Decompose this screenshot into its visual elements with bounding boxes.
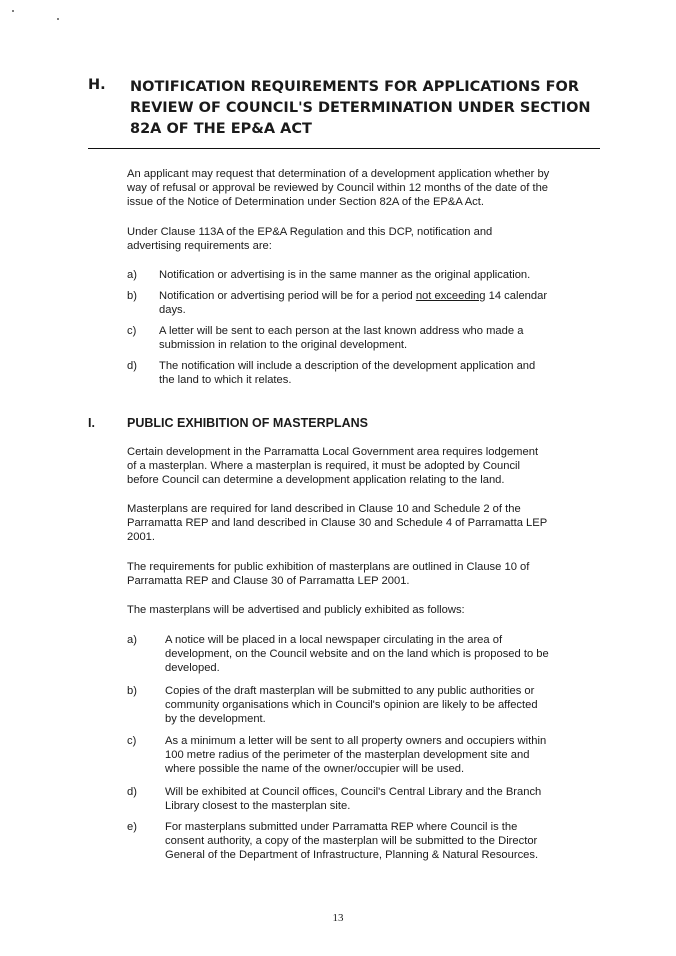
section-h-paragraph-1: An applicant may request that determination of a development application whether by way of refusal or approval be reviewed by Council within 12 months of the date of the issue of the Notice of Determination under Section 82A of the EP&A Act. (127, 168, 550, 208)
section-i-letter: I. (88, 416, 95, 430)
section-h-title: NOTIFICATION REQUIREMENTS FOR APPLICATIONS FOR REVIEW OF COUNCIL'S DETERMINATION UNDER SECTION 82A OF THE EP&A ACT (130, 79, 591, 137)
underlined-text: not exceeding (415, 290, 486, 302)
section-h-paragraph-2: Under Clause 113A of the EP&A Regulation and this DCP, notification and advertising requirements are: (127, 226, 493, 252)
section-i-paragraph-3: The requirements for public exhibition of masterplans are outlined in Clause 10 of Parramatta REP and Clause 30 of Parramatta LEP 2001. (127, 561, 530, 587)
section-i-paragraph-4: The masterplans will be advertised and publicly exhibited as follows: (127, 604, 465, 616)
page-number: 13 (332, 912, 344, 924)
section-h-letter: H. (88, 77, 106, 93)
section-i-paragraph-1: Certain development in the Parramatta Local Government area requires lodgement of a masterplan. Where a masterplan is required, it must be adopted by Council before Council can determine a development application relating to the land. (127, 446, 539, 486)
document-page: H. NOTIFICATION REQUIREMENTS FOR APPLICATIONS FOR REVIEW OF COUNCIL'S DETERMINATION UNDER SECTION 82A OF THE EP&A ACT An applicant may request that determination of a development application whether by way of refusal or approval be reviewed by Council within 12 months of the date of the issue of the Notice of Determination under Section 82A of the EP&A Act. Under Clause 113A of the EP&A Regulation and this DCP, notification and advertising requirements are: a) Notification or advertising is in the same manner as the original application. b) Notification or advertising period will be for a period not exceeding 14 calendar days. c) A letter will be sent to each person at the last known address who made a submission in relation to the original development. d) The notification will include a description of the development application and the land to which it relates. I. PUBLIC EXHIBITION OF MASTERPLANS Certain development in the Parramatta Local Government area requires lodgement of a masterplan. Where a masterplan is required, it must be adopted by Council before Council can determine a development application relating to the land. Masterplans are required for land described in Clause 10 and Schedule 2 of the Parramatta REP and land described in Clause 30 and Schedule 4 of Parramatta LEP 2001. The requirements for public exhibition of masterplans are outlined in Clause 10 of Parramatta REP and Clause 30 of Parramatta LEP 2001. The masterplans will be advertised and publicly exhibited as follows: a) A notice will be placed in a local newspaper circulating in the area of development, on the Council website and on the land which is proposed to be developed. b) Copies of the draft masterplan will be submitted to any public authorities or community organisations which in Council's opinion are likely to be affected by the development. c) As a minimum a letter will be sent to all property owners and occupiers within 100 metre radius of the perimeter of the masterplan development site and where possible the name of the owner/occupier will be used. d) Will be exhibited at Council offices, Council's Central Library and the Branch Library closest to the masterplan site. e) For masterplans submitted under Parramatta REP where Council is the consent authority, a copy of the masterplan will be submitted to the Director General of the Department of Infrastructure, Planning & Natural Resources. 13 (0, 0, 676, 956)
scan-speck (12, 10, 14, 12)
scan-speck (57, 18, 59, 20)
section-i-paragraph-2: Masterplans are required for land described in Clause 10 and Schedule 2 of the Parramatta REP and land described in Clause 30 and Schedule 4 of Parramatta LEP 2001. (127, 503, 548, 543)
section-divider (88, 148, 600, 149)
section-i-title: PUBLIC EXHIBITION OF MASTERPLANS (127, 416, 368, 430)
